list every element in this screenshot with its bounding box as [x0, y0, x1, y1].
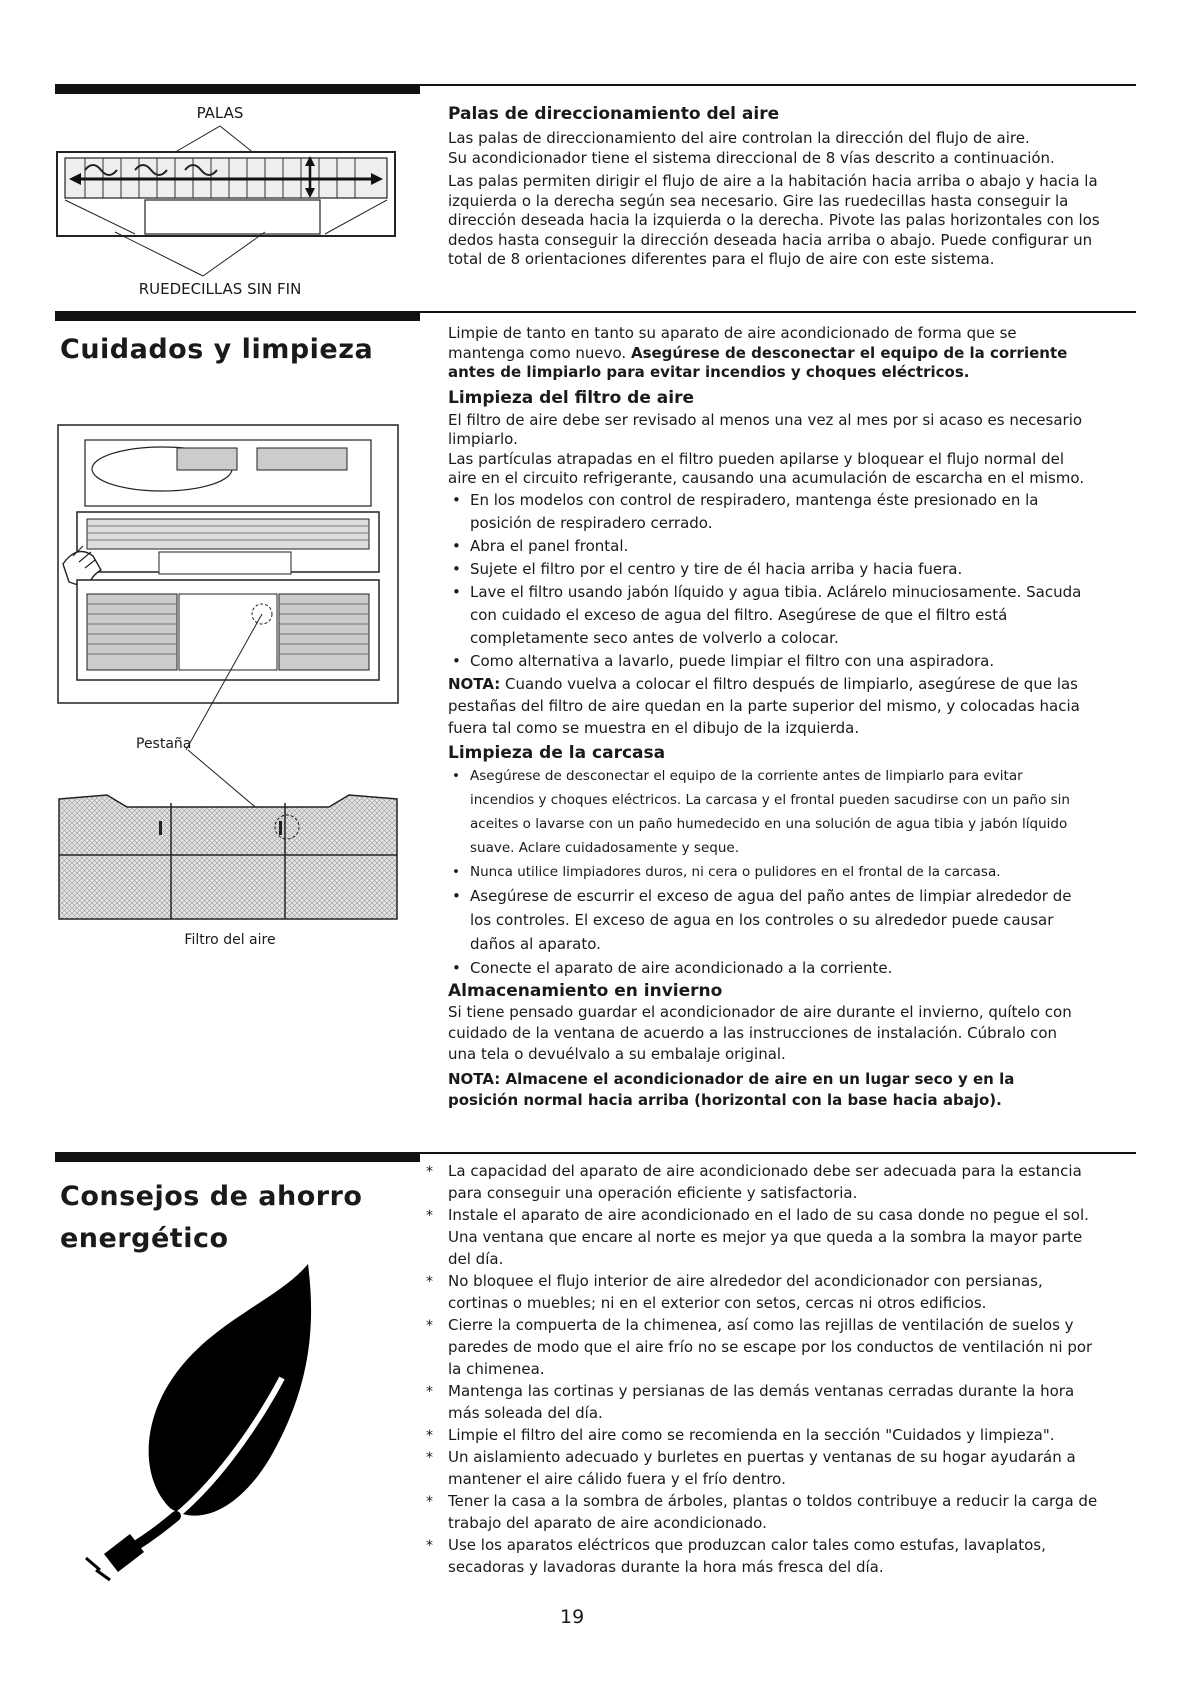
page-number: 19 — [560, 1606, 585, 1628]
care-heading: Cuidados y limpieza — [60, 334, 374, 365]
palas-paragraph-2: Su acondicionador tiene el sistema direccional de 8 vías descrito a continuación. — [448, 148, 1055, 167]
energy-rule-left — [55, 1152, 420, 1162]
energy-heading-line-2: energético — [60, 1223, 229, 1254]
palas-section — [448, 103, 1108, 270]
filter-steps — [448, 489, 1088, 673]
housing-steps-small — [448, 764, 1088, 884]
palas-paragraph-1: Las palas de direccionamiento del aire controlan la dirección del flujo de aire. — [448, 129, 1030, 147]
tab-label: Pestaña — [136, 736, 192, 752]
housing-step: • Asegúrese de desconectar el equipo de la corriente antes de limpiarlo para evitar incendios y choques eléctricos. La carcasa y el frontal pueden sacudirse con un paño sin aceites o lavarse con un paño humedecido en una solución de agua tibia y jabón líquido suave. Aclare cuidadosamente y seque. — [448, 764, 1088, 860]
care-rule-left — [55, 311, 420, 321]
energy-heading — [60, 1176, 362, 1260]
energy-tip: * Un aislamiento adecuado y burletes en puertas y ventanas de su hogar ayudarán a mantener el aire cálido fuera y el frío dentro. — [420, 1446, 1100, 1490]
air-louver-illustration — [55, 122, 400, 280]
winter-paragraph: Si tiene pensado guardar el acondicionador de aire durante el invierno, quítelo con cuidado de la ventana de acuerdo a las instrucciones de instalación. Cúbralo con una tela o devuélvalo a su embalaje original. — [448, 1002, 1072, 1063]
energy-tip: * La capacidad del aparato de aire acondicionado debe ser adecuada para la estancia para conseguir una operación eficiente y satisfactoria. — [420, 1160, 1100, 1204]
palas-paragraph-3: Las palas permiten dirigir el flujo de aire a la habitación hacia arriba o abajo y hacia la izquierda o la derecha según sea necesario. Gire las ruedecillas hasta conseguir la dirección deseada hacia la izquierda o la derecha. Pivote las palas horizontales con los dedos hasta conseguir la dirección deseada hacia arriba o abajo. Puede configurar un total de 8 orientaciones diferentes para el flujo de aire con este sistema. — [448, 172, 1100, 268]
filter-step: • Sujete el filtro por el centro y tire de él hacia arriba y hacia fuera. — [448, 558, 1088, 581]
palas-label: PALAS — [196, 104, 244, 122]
care-intro-warning: Asegúrese de desconectar el equipo de la corriente antes de limpiarlo para evitar incendios y choques eléctricos. — [448, 343, 1068, 381]
care-section — [448, 324, 1088, 1111]
energy-tip: * Limpie el filtro del aire como se recomienda en la sección "Cuidados y limpieza". — [420, 1424, 1100, 1446]
energy-tip: * Instale el aparato de aire acondicionado en el lado de su casa donde no pegue el sol. Una ventana que encare al norte es mejor ya que queda a la sombra la mayor parte del día. — [420, 1204, 1100, 1270]
top-rule-left — [55, 84, 420, 94]
filter-step: • Abra el panel frontal. — [448, 535, 1088, 558]
air-filter-illustration — [57, 793, 399, 923]
air-filter-label: Filtro del aire — [184, 932, 276, 948]
energy-tip: * Mantenga las cortinas y persianas de las demás ventanas cerradas durante la hora más soleada del día. — [420, 1380, 1100, 1424]
filter-note-text: Cuando vuelva a colocar el filtro después de limpiarlo, asegúrese de que las pestañas del filtro de aire quedan en la parte superior del mismo, y colocadas hacia fuera tal como se muestra en el dibujo de la izquierda. — [448, 674, 1080, 737]
worm-wheels-label: RUEDECILLAS SIN FIN — [138, 280, 302, 298]
filter-step: • En los modelos con control de respiradero, mantenga éste presionado en la posición de respiradero cerrado. — [448, 489, 1088, 535]
energy-tip: * No bloquee el flujo interior de aire alrededor del acondicionador con persianas, cortinas o muebles; ni en el exterior con setos, cercas ni otros edificios. — [420, 1270, 1100, 1314]
energy-tip: * Use los aparatos eléctricos que produzcan calor tales como estufas, lavaplatos, secadoras y lavadoras durante la hora más fresca del día. — [420, 1534, 1100, 1578]
housing-step: • Asegúrese de escurrir el exceso de agua del paño antes de limpiar alrededor de los controles. El exceso de agua en los controles o su alrededor puede causar daños al aparato. — [448, 884, 1088, 956]
housing-step: • Nunca utilice limpiadores duros, ni cera o pulidores en el frontal de la carcasa. — [448, 860, 1088, 884]
energy-tips — [420, 1160, 1100, 1578]
winter-title: Almacenamiento en invierno — [448, 980, 723, 1001]
housing-title: Limpieza de la carcasa — [448, 742, 666, 763]
care-intro-text: Limpie de tanto en tanto su aparato de aire acondicionado de forma que se mantenga como nuevo. — [448, 324, 1017, 362]
palas-title: Palas de direccionamiento del aire — [448, 104, 780, 124]
filter-step: • Como alternativa a lavarlo, puede limpiar el filtro con una aspiradora. — [448, 650, 1088, 673]
filter-note — [448, 673, 1088, 739]
energy-heading-line-1: Consejos de ahorro — [60, 1181, 363, 1212]
top-rule-right — [420, 84, 1136, 86]
filter-note-label: NOTA: — [448, 674, 501, 693]
winter-note: NOTA: Almacene el acondicionador de aire en un lugar seco y en la posición normal hacia arriba (horizontal con la base hacia abajo). — [448, 1069, 1015, 1109]
energy-tip: * Tener la casa a la sombra de árboles, plantas o toldos contribuye a reducir la carga de trabajo del aparato de aire acondicionado. — [420, 1490, 1100, 1534]
housing-steps — [448, 884, 1088, 980]
care-intro — [448, 324, 1088, 383]
filter-paragraph-1: El filtro de aire debe ser revisado al menos una vez al mes por si acaso es necesario limpiarlo. — [448, 410, 1083, 448]
housing-step: • Conecte el aparato de aire acondicionado a la corriente. — [448, 956, 1088, 980]
energy-rule-right — [420, 1152, 1136, 1154]
filter-paragraph-2: Las partículas atrapadas en el filtro pueden apilarse y bloquear el flujo normal del aire en el circuito refrigerante, causando una acumulación de escarcha en el mismo. — [448, 449, 1085, 487]
filter-title: Limpieza del filtro de aire — [448, 387, 694, 408]
leaf-plug-icon — [80, 1258, 340, 1598]
care-rule-right — [420, 311, 1136, 313]
filter-step: • Lave el filtro usando jabón líquido y agua tibia. Aclárelo minuciosamente. Sacuda con cuidado el exceso de agua del filtro. Asegúrese de que el filtro está completamente seco antes de volverlo a colocar. — [448, 581, 1088, 650]
energy-tip: * Cierre la compuerta de la chimenea, así como las rejillas de ventilación de suelos y paredes de modo que el aire frío no se escape por los conductos de ventilación ni por la chimenea. — [420, 1314, 1100, 1380]
